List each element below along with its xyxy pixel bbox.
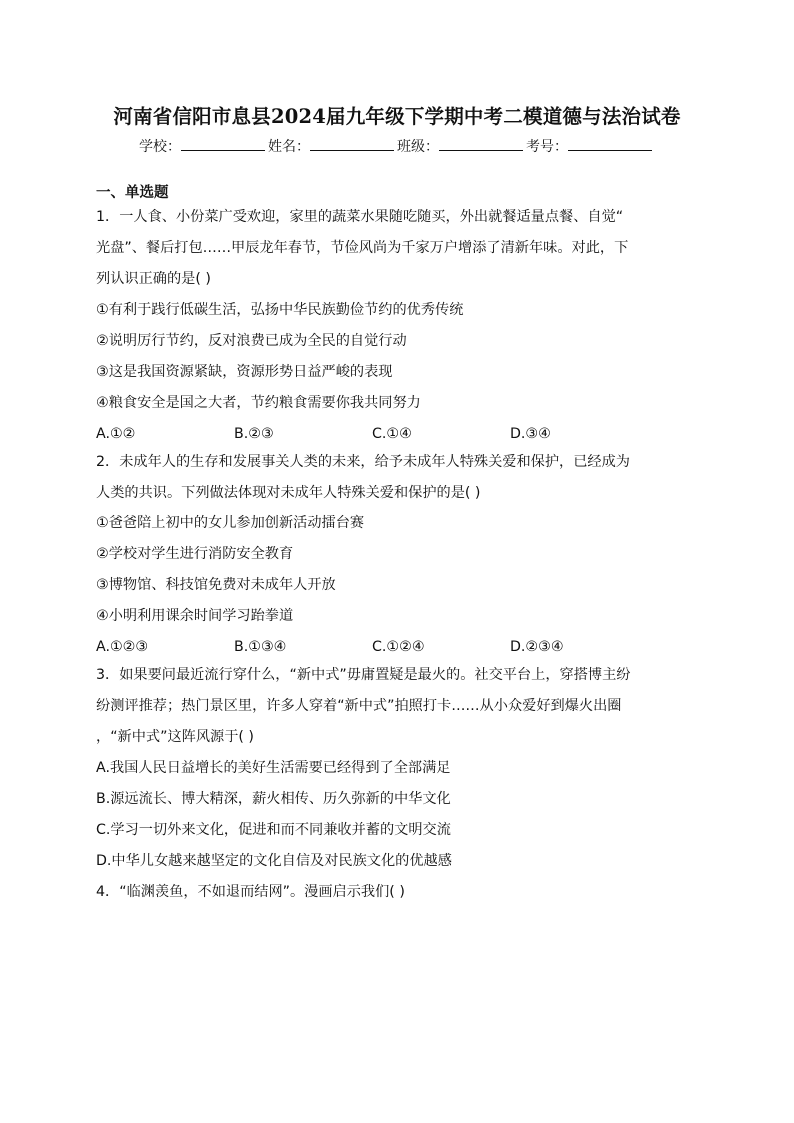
q1-statement: ②说明厉行节约，反对浪费已成为全民的自觉行动 [96,333,407,349]
number-label: 考号： [526,139,568,155]
q2-option-d[interactable]: D.②③④ [510,639,564,655]
page-title: 河南省信阳市息县2024届九年级下学期中考二模道德与法治试卷 [113,105,681,128]
q1-option-c[interactable]: C.①④ [372,426,412,442]
q1-option-d[interactable]: D.③④ [510,426,551,442]
q1-statement: ①有利于践行低碳生活，弘扬中华民族勤俭节约的优秀传统 [96,302,464,318]
school-blank[interactable] [181,138,265,151]
q1-statement: ④粮食安全是国之大者，节约粮食需要你我共同努力 [96,395,421,411]
name-blank[interactable] [310,138,394,151]
q1-stem-line: 列认识正确的是( ) [96,271,211,287]
q3-stem-line: 3．如果要问最近流行穿什么，“新中式”毋庸置疑是最火的。社交平台上，穿搭博主纷 [96,667,631,683]
q2-option-b[interactable]: B.①③④ [234,639,287,655]
q3-stem-line: 纷测评推荐；热门景区里，许多人穿着“新中式”拍照打卡……从小众爱好到爆火出圈 [96,698,622,714]
q1-stem-line: 光盘”、餐后打包……甲辰龙年春节，节俭风尚为千家万户增添了清新年味。对此，下 [96,240,629,256]
q3-option-d[interactable]: D.中华儿女越来越坚定的文化自信及对民族文化的优越感 [96,853,452,869]
q2-option-c[interactable]: C.①②④ [372,639,425,655]
q2-statement: ④小明利用课余时间学习跆拳道 [96,608,294,624]
q3-option-b[interactable]: B.源远流长、博大精深，薪火相传、历久弥新的中华文化 [96,791,451,807]
section-heading: 一、单选题 [96,185,169,201]
q3-stem-line: ，“新中式”这阵风源于( ) [96,729,254,745]
q2-stem-line: 2．未成年人的生存和发展事关人类的未来，给予未成年人特殊关爱和保护，已经成为 [96,454,630,470]
q2-statement: ②学校对学生进行消防安全教育 [96,546,294,562]
student-info-line [0,136,794,156]
q2-statement: ③博物馆、科技馆免费对未成年人开放 [96,577,336,593]
name-label: 姓名： [268,139,310,155]
class-blank[interactable] [439,138,523,151]
q2-option-a[interactable]: A.①②③ [96,639,149,655]
q1-option-a[interactable]: A.①② [96,426,136,442]
q3-option-c[interactable]: C.学习一切外来文化，促进和而不同兼收并蓄的文明交流 [96,822,451,838]
q1-statement: ③这是我国资源紧缺，资源形势日益严峻的表现 [96,364,393,380]
q1-option-b[interactable]: B.②③ [234,426,274,442]
q4-stem-line: 4．“临渊羡鱼，不如退而结网”。漫画启示我们( ) [96,884,405,900]
number-blank[interactable] [568,138,652,151]
school-label: 学校： [139,139,181,155]
q2-stem-line: 人类的共识。下列做法体现对未成年人特殊关爱和保护的是( ) [96,485,481,501]
q3-option-a[interactable]: A.我国人民日益增长的美好生活需要已经得到了全部满足 [96,760,451,776]
class-label: 班级： [397,139,439,155]
q1-stem-line: 1．一人食、小份菜广受欢迎，家里的蔬菜水果随吃随买，外出就餐适量点餐、自觉“ [96,209,624,225]
q2-statement: ①爸爸陪上初中的女儿参加创新活动擂台赛 [96,515,365,531]
